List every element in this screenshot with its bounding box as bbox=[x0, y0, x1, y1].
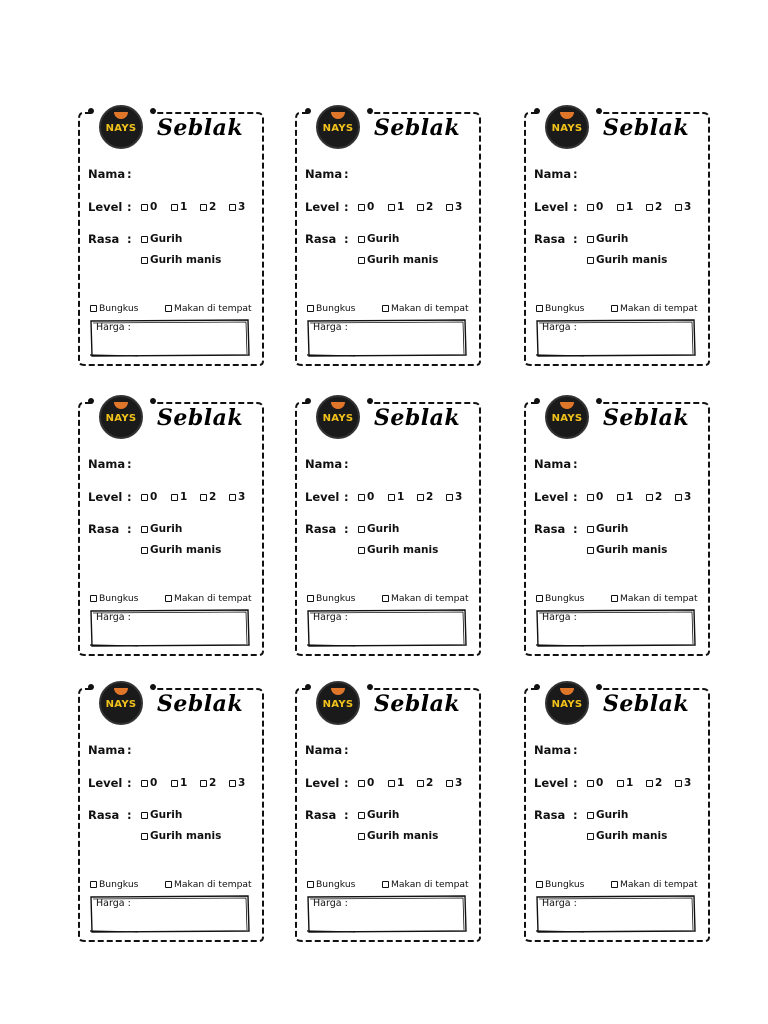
card-title: Seblak bbox=[157, 691, 244, 717]
level-option-2[interactable]: 2 bbox=[200, 491, 216, 503]
rasa-option-gurih[interactable]: Gurih bbox=[358, 233, 399, 245]
checkbox-icon[interactable] bbox=[358, 812, 365, 819]
bowl-icon bbox=[331, 688, 345, 695]
checkbox-icon[interactable] bbox=[358, 526, 365, 533]
level-colon: : bbox=[127, 490, 132, 504]
level-colon: : bbox=[344, 490, 349, 504]
checkbox-icon[interactable] bbox=[536, 595, 543, 602]
checkbox-icon[interactable] bbox=[388, 780, 395, 787]
brand-name: NAYS bbox=[322, 698, 354, 710]
checkbox-icon[interactable] bbox=[611, 595, 618, 602]
rasa-option-gurih[interactable]: Gurih bbox=[587, 523, 628, 535]
harga-box[interactable] bbox=[307, 609, 467, 647]
bowl-icon bbox=[331, 112, 345, 119]
bowl-icon bbox=[331, 402, 345, 409]
rasa-colon: : bbox=[344, 232, 349, 246]
rasa-option-gurih[interactable]: Gurih bbox=[141, 523, 182, 535]
order-card-1 bbox=[77, 111, 265, 367]
checkbox-icon[interactable] bbox=[587, 526, 594, 533]
rasa-option-gurih[interactable]: Gurih bbox=[358, 523, 399, 535]
level-option-1[interactable]: 1 bbox=[171, 777, 187, 789]
level-colon: : bbox=[573, 776, 578, 790]
bowl-icon bbox=[114, 688, 128, 695]
bowl-icon bbox=[560, 688, 574, 695]
order-card-4 bbox=[77, 401, 265, 657]
checkbox-icon[interactable] bbox=[358, 833, 365, 840]
level-option-2[interactable]: 2 bbox=[200, 777, 216, 789]
nama-colon: : bbox=[344, 167, 349, 181]
level-label: Level bbox=[534, 776, 569, 790]
checkbox-icon[interactable] bbox=[417, 204, 424, 211]
level-option-3[interactable]: 3 bbox=[229, 777, 245, 789]
checkbox-icon[interactable] bbox=[587, 547, 594, 554]
nama-colon: : bbox=[344, 743, 349, 757]
checkbox-icon[interactable] bbox=[358, 204, 365, 211]
checkbox-icon[interactable] bbox=[587, 780, 594, 787]
nama-label: Nama bbox=[88, 743, 126, 757]
nama-colon: : bbox=[573, 743, 578, 757]
checkbox-icon[interactable] bbox=[307, 595, 314, 602]
level-option-0[interactable]: 0 bbox=[141, 201, 157, 213]
checkbox-icon[interactable] bbox=[617, 494, 624, 501]
nama-colon: : bbox=[127, 457, 132, 471]
checkbox-icon[interactable] bbox=[90, 595, 97, 602]
level-option-0[interactable]: 0 bbox=[141, 777, 157, 789]
checkbox-icon[interactable] bbox=[200, 494, 207, 501]
brand-name: NAYS bbox=[322, 412, 354, 424]
checkbox-icon[interactable] bbox=[382, 305, 389, 312]
nays-logo-icon bbox=[316, 105, 360, 149]
checkbox-icon[interactable] bbox=[617, 780, 624, 787]
checkbox-icon[interactable] bbox=[229, 780, 236, 787]
service-option-makan-di-tempat[interactable]: Makan di tempat bbox=[382, 593, 469, 604]
service-option-makan-di-tempat[interactable]: Makan di tempat bbox=[165, 303, 252, 314]
level-option-3[interactable]: 3 bbox=[446, 777, 462, 789]
nama-colon: : bbox=[127, 167, 132, 181]
harga-box[interactable] bbox=[90, 609, 250, 647]
harga-box[interactable] bbox=[90, 895, 250, 933]
checkbox-icon[interactable] bbox=[141, 236, 148, 243]
rasa-colon: : bbox=[573, 522, 578, 536]
order-card-8 bbox=[294, 687, 482, 943]
checkbox-icon[interactable] bbox=[587, 812, 594, 819]
level-colon: : bbox=[573, 490, 578, 504]
nays-logo-icon bbox=[99, 105, 143, 149]
checkbox-icon[interactable] bbox=[141, 833, 148, 840]
rasa-colon: : bbox=[127, 808, 132, 822]
nama-label: Nama bbox=[534, 743, 572, 757]
checkbox-icon[interactable] bbox=[646, 780, 653, 787]
level-option-0[interactable]: 0 bbox=[358, 201, 374, 213]
order-card-7 bbox=[77, 687, 265, 943]
nays-logo-icon bbox=[99, 395, 143, 439]
checkbox-icon[interactable] bbox=[141, 494, 148, 501]
nama-label: Nama bbox=[305, 457, 343, 471]
checkbox-icon[interactable] bbox=[141, 257, 148, 264]
level-option-0[interactable]: 0 bbox=[358, 777, 374, 789]
rasa-colon: : bbox=[127, 522, 132, 536]
nama-label: Nama bbox=[534, 167, 572, 181]
service-option-bungkus[interactable]: Bungkus bbox=[307, 879, 355, 890]
nays-logo-icon bbox=[545, 681, 589, 725]
checkbox-icon[interactable] bbox=[587, 204, 594, 211]
order-card-9 bbox=[523, 687, 711, 943]
level-option-1[interactable]: 1 bbox=[388, 777, 404, 789]
service-option-makan-di-tempat[interactable]: Makan di tempat bbox=[611, 593, 698, 604]
harga-box[interactable] bbox=[307, 319, 467, 357]
harga-label: Harga : bbox=[313, 898, 348, 909]
checkbox-icon[interactable] bbox=[417, 780, 424, 787]
checkbox-icon[interactable] bbox=[611, 305, 618, 312]
checkbox-icon[interactable] bbox=[388, 204, 395, 211]
card-title: Seblak bbox=[374, 115, 461, 141]
checkbox-icon[interactable] bbox=[536, 305, 543, 312]
nama-label: Nama bbox=[88, 167, 126, 181]
service-option-makan-di-tempat[interactable]: Makan di tempat bbox=[165, 879, 252, 890]
level-option-2[interactable]: 2 bbox=[417, 491, 433, 503]
checkbox-icon[interactable] bbox=[141, 204, 148, 211]
level-option-2[interactable]: 2 bbox=[646, 491, 662, 503]
checkbox-icon[interactable] bbox=[446, 204, 453, 211]
rasa-label: Rasa bbox=[534, 232, 566, 246]
bowl-icon bbox=[560, 112, 574, 119]
checkbox-icon[interactable] bbox=[171, 494, 178, 501]
level-option-1[interactable]: 1 bbox=[617, 777, 633, 789]
rasa-option-gurih-manis[interactable]: Gurih manis bbox=[358, 830, 438, 842]
level-colon: : bbox=[127, 776, 132, 790]
level-colon: : bbox=[344, 776, 349, 790]
level-option-2[interactable]: 2 bbox=[646, 777, 662, 789]
checkbox-icon[interactable] bbox=[646, 204, 653, 211]
card-title: Seblak bbox=[157, 405, 244, 431]
nays-logo-icon bbox=[545, 105, 589, 149]
checkbox-icon[interactable] bbox=[358, 547, 365, 554]
level-option-3[interactable]: 3 bbox=[229, 201, 245, 213]
checkbox-icon[interactable] bbox=[675, 494, 682, 501]
level-option-0[interactable]: 0 bbox=[358, 491, 374, 503]
card-title: Seblak bbox=[603, 115, 690, 141]
rasa-colon: : bbox=[573, 232, 578, 246]
level-option-0[interactable]: 0 bbox=[587, 777, 603, 789]
rasa-option-gurih-manis[interactable]: Gurih manis bbox=[587, 544, 667, 556]
checkbox-icon[interactable] bbox=[141, 812, 148, 819]
brand-name: NAYS bbox=[105, 122, 137, 134]
level-colon: : bbox=[573, 200, 578, 214]
checkbox-icon[interactable] bbox=[446, 494, 453, 501]
harga-box[interactable] bbox=[307, 895, 467, 933]
level-colon: : bbox=[344, 200, 349, 214]
card-title: Seblak bbox=[603, 405, 690, 431]
level-option-3[interactable]: 3 bbox=[675, 491, 691, 503]
service-option-bungkus[interactable]: Bungkus bbox=[307, 303, 355, 314]
card-title: Seblak bbox=[374, 691, 461, 717]
harga-label: Harga : bbox=[96, 322, 131, 333]
checkbox-icon[interactable] bbox=[200, 204, 207, 211]
order-card-6 bbox=[523, 401, 711, 657]
level-option-1[interactable]: 1 bbox=[617, 491, 633, 503]
rasa-colon: : bbox=[127, 232, 132, 246]
level-option-3[interactable]: 3 bbox=[675, 777, 691, 789]
rasa-colon: : bbox=[573, 808, 578, 822]
checkbox-icon[interactable] bbox=[90, 305, 97, 312]
rasa-label: Rasa bbox=[305, 808, 337, 822]
card-title: Seblak bbox=[374, 405, 461, 431]
level-option-3[interactable]: 3 bbox=[675, 201, 691, 213]
rasa-label: Rasa bbox=[305, 522, 337, 536]
brand-name: NAYS bbox=[551, 412, 583, 424]
level-option-1[interactable]: 1 bbox=[388, 201, 404, 213]
harga-box[interactable] bbox=[536, 895, 696, 933]
nama-label: Nama bbox=[305, 167, 343, 181]
checkbox-icon[interactable] bbox=[141, 780, 148, 787]
service-option-bungkus[interactable]: Bungkus bbox=[536, 303, 584, 314]
checkbox-icon[interactable] bbox=[171, 204, 178, 211]
harga-label: Harga : bbox=[542, 898, 577, 909]
order-card-5 bbox=[294, 401, 482, 657]
rasa-option-gurih-manis[interactable]: Gurih manis bbox=[358, 254, 438, 266]
level-option-2[interactable]: 2 bbox=[417, 777, 433, 789]
rasa-colon: : bbox=[344, 522, 349, 536]
checkbox-icon[interactable] bbox=[171, 780, 178, 787]
harga-box[interactable] bbox=[90, 319, 250, 357]
service-option-makan-di-tempat[interactable]: Makan di tempat bbox=[382, 879, 469, 890]
checkbox-icon[interactable] bbox=[90, 881, 97, 888]
checkbox-icon[interactable] bbox=[587, 257, 594, 264]
checkbox-icon[interactable] bbox=[587, 494, 594, 501]
level-label: Level bbox=[88, 200, 123, 214]
nama-label: Nama bbox=[534, 457, 572, 471]
rasa-option-gurih[interactable]: Gurih bbox=[141, 809, 182, 821]
nays-logo-icon bbox=[316, 395, 360, 439]
checkbox-icon[interactable] bbox=[382, 595, 389, 602]
bowl-icon bbox=[114, 402, 128, 409]
checkbox-icon[interactable] bbox=[646, 494, 653, 501]
level-colon: : bbox=[127, 200, 132, 214]
service-option-makan-di-tempat[interactable]: Makan di tempat bbox=[165, 593, 252, 604]
nays-logo-icon bbox=[99, 681, 143, 725]
checkbox-icon[interactable] bbox=[611, 881, 618, 888]
service-option-bungkus[interactable]: Bungkus bbox=[90, 303, 138, 314]
level-label: Level bbox=[534, 200, 569, 214]
level-option-3[interactable]: 3 bbox=[446, 201, 462, 213]
harga-label: Harga : bbox=[542, 322, 577, 333]
nays-logo-icon bbox=[545, 395, 589, 439]
rasa-label: Rasa bbox=[534, 522, 566, 536]
brand-name: NAYS bbox=[551, 698, 583, 710]
nays-logo-icon bbox=[316, 681, 360, 725]
checkbox-icon[interactable] bbox=[165, 595, 172, 602]
checkbox-icon[interactable] bbox=[141, 526, 148, 533]
service-option-bungkus[interactable]: Bungkus bbox=[536, 593, 584, 604]
brand-name: NAYS bbox=[105, 412, 137, 424]
checkbox-icon[interactable] bbox=[388, 494, 395, 501]
checkbox-icon[interactable] bbox=[358, 257, 365, 264]
rasa-label: Rasa bbox=[88, 232, 120, 246]
rasa-label: Rasa bbox=[305, 232, 337, 246]
level-option-1[interactable]: 1 bbox=[388, 491, 404, 503]
checkbox-icon[interactable] bbox=[675, 780, 682, 787]
level-option-0[interactable]: 0 bbox=[141, 491, 157, 503]
service-option-bungkus[interactable]: Bungkus bbox=[307, 593, 355, 604]
harga-label: Harga : bbox=[96, 898, 131, 909]
level-label: Level bbox=[305, 200, 340, 214]
checkbox-icon[interactable] bbox=[417, 494, 424, 501]
nama-colon: : bbox=[344, 457, 349, 471]
harga-label: Harga : bbox=[313, 322, 348, 333]
checkbox-icon[interactable] bbox=[358, 494, 365, 501]
level-label: Level bbox=[88, 490, 123, 504]
rasa-option-gurih-manis[interactable]: Gurih manis bbox=[141, 254, 221, 266]
service-option-bungkus[interactable]: Bungkus bbox=[90, 593, 138, 604]
level-option-2[interactable]: 2 bbox=[200, 201, 216, 213]
checkbox-icon[interactable] bbox=[587, 236, 594, 243]
rasa-option-gurih-manis[interactable]: Gurih manis bbox=[358, 544, 438, 556]
checkbox-icon[interactable] bbox=[358, 236, 365, 243]
checkbox-icon[interactable] bbox=[200, 780, 207, 787]
rasa-label: Rasa bbox=[88, 808, 120, 822]
rasa-option-gurih-manis[interactable]: Gurih manis bbox=[587, 830, 667, 842]
level-option-3[interactable]: 3 bbox=[446, 491, 462, 503]
level-label: Level bbox=[534, 490, 569, 504]
level-option-3[interactable]: 3 bbox=[229, 491, 245, 503]
level-option-1[interactable]: 1 bbox=[171, 201, 187, 213]
nama-label: Nama bbox=[305, 743, 343, 757]
checkbox-icon[interactable] bbox=[165, 881, 172, 888]
harga-box[interactable] bbox=[536, 319, 696, 357]
level-option-2[interactable]: 2 bbox=[417, 201, 433, 213]
bowl-icon bbox=[114, 112, 128, 119]
rasa-option-gurih[interactable]: Gurih bbox=[358, 809, 399, 821]
checkbox-icon[interactable] bbox=[229, 204, 236, 211]
rasa-option-gurih-manis[interactable]: Gurih manis bbox=[587, 254, 667, 266]
rasa-option-gurih[interactable]: Gurih bbox=[141, 233, 182, 245]
card-title: Seblak bbox=[603, 691, 690, 717]
service-option-makan-di-tempat[interactable]: Makan di tempat bbox=[382, 303, 469, 314]
checkbox-icon[interactable] bbox=[382, 881, 389, 888]
nama-colon: : bbox=[127, 743, 132, 757]
service-option-makan-di-tempat[interactable]: Makan di tempat bbox=[611, 879, 698, 890]
order-card-2 bbox=[294, 111, 482, 367]
brand-name: NAYS bbox=[322, 122, 354, 134]
order-card-3 bbox=[523, 111, 711, 367]
checkbox-icon[interactable] bbox=[446, 780, 453, 787]
harga-label: Harga : bbox=[313, 612, 348, 623]
level-option-1[interactable]: 1 bbox=[617, 201, 633, 213]
level-option-2[interactable]: 2 bbox=[646, 201, 662, 213]
service-option-bungkus[interactable]: Bungkus bbox=[90, 879, 138, 890]
service-option-bungkus[interactable]: Bungkus bbox=[536, 879, 584, 890]
nama-label: Nama bbox=[88, 457, 126, 471]
checkbox-icon[interactable] bbox=[141, 547, 148, 554]
rasa-option-gurih-manis[interactable]: Gurih manis bbox=[141, 544, 221, 556]
harga-label: Harga : bbox=[542, 612, 577, 623]
checkbox-icon[interactable] bbox=[229, 494, 236, 501]
bowl-icon bbox=[560, 402, 574, 409]
checkbox-icon[interactable] bbox=[675, 204, 682, 211]
level-label: Level bbox=[305, 490, 340, 504]
level-option-0[interactable]: 0 bbox=[587, 201, 603, 213]
rasa-colon: : bbox=[344, 808, 349, 822]
rasa-option-gurih-manis[interactable]: Gurih manis bbox=[141, 830, 221, 842]
checkbox-icon[interactable] bbox=[617, 204, 624, 211]
rasa-option-gurih[interactable]: Gurih bbox=[587, 233, 628, 245]
rasa-label: Rasa bbox=[88, 522, 120, 536]
rasa-label: Rasa bbox=[534, 808, 566, 822]
harga-box[interactable] bbox=[536, 609, 696, 647]
checkbox-icon[interactable] bbox=[165, 305, 172, 312]
level-option-1[interactable]: 1 bbox=[171, 491, 187, 503]
nama-colon: : bbox=[573, 167, 578, 181]
checkbox-icon[interactable] bbox=[307, 305, 314, 312]
checkbox-icon[interactable] bbox=[536, 881, 543, 888]
harga-label: Harga : bbox=[96, 612, 131, 623]
checkbox-icon[interactable] bbox=[587, 833, 594, 840]
checkbox-icon[interactable] bbox=[307, 881, 314, 888]
level-option-0[interactable]: 0 bbox=[587, 491, 603, 503]
card-title: Seblak bbox=[157, 115, 244, 141]
service-option-makan-di-tempat[interactable]: Makan di tempat bbox=[611, 303, 698, 314]
brand-name: NAYS bbox=[105, 698, 137, 710]
level-label: Level bbox=[88, 776, 123, 790]
checkbox-icon[interactable] bbox=[358, 780, 365, 787]
brand-name: NAYS bbox=[551, 122, 583, 134]
nama-colon: : bbox=[573, 457, 578, 471]
rasa-option-gurih[interactable]: Gurih bbox=[587, 809, 628, 821]
level-label: Level bbox=[305, 776, 340, 790]
